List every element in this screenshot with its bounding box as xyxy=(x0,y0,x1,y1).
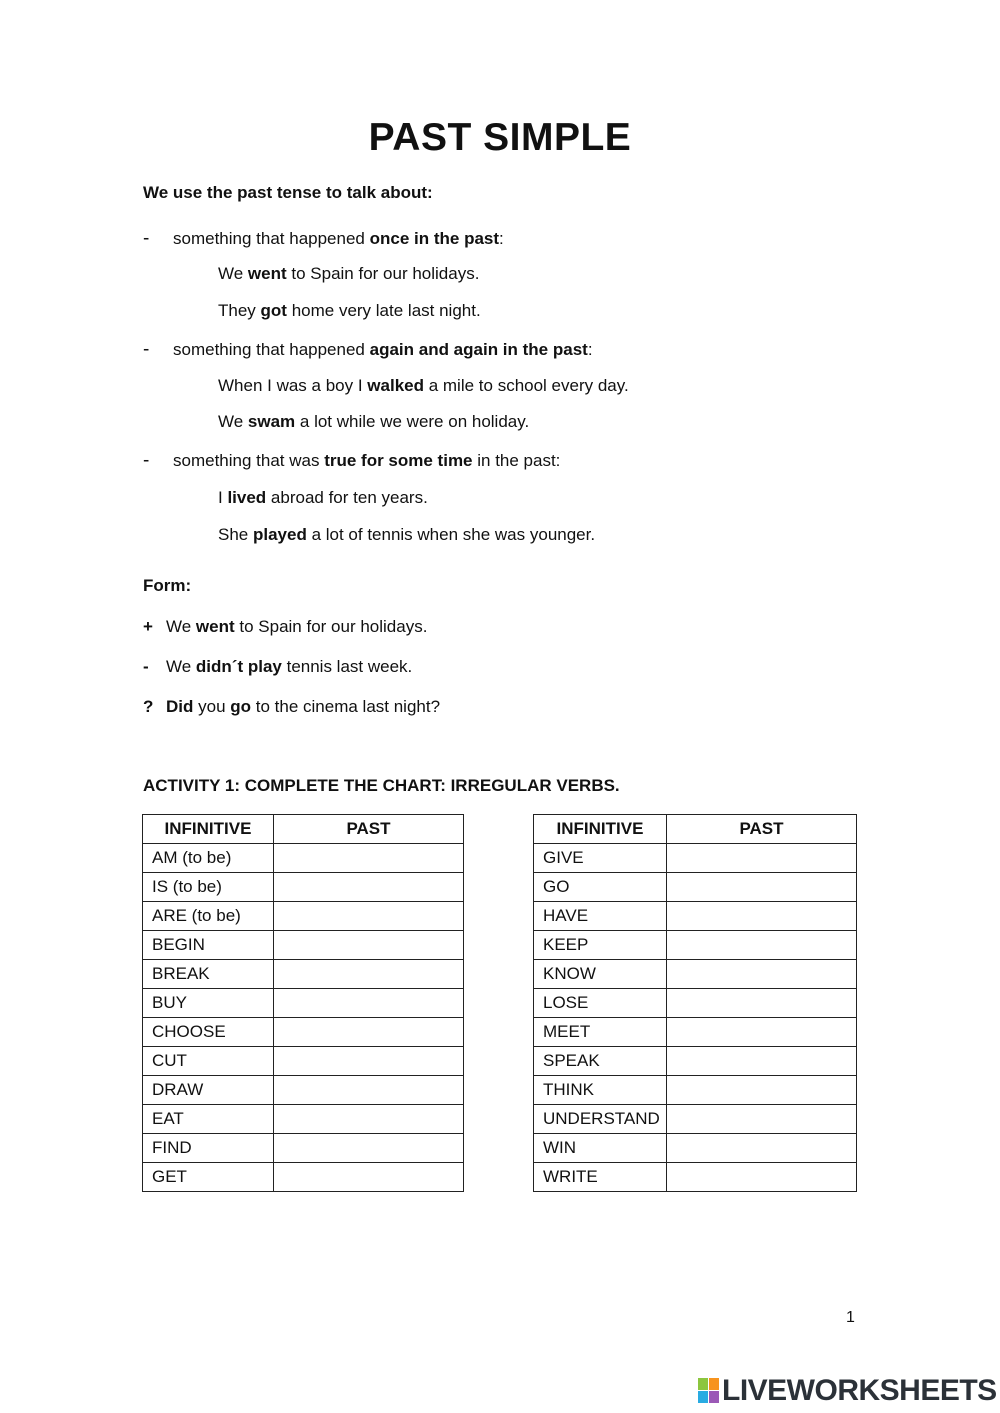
past-answer-cell[interactable] xyxy=(667,873,857,902)
past-answer-cell[interactable] xyxy=(274,844,464,873)
infinitive-cell: CHOOSE xyxy=(143,1018,274,1047)
table-row xyxy=(534,1047,857,1076)
table-row xyxy=(143,844,464,873)
brand-mark-square xyxy=(709,1378,719,1390)
table-row xyxy=(143,1047,464,1076)
form-heading: Form: xyxy=(143,576,192,595)
verb-table-left xyxy=(142,814,464,1192)
infinitive-cell: THINK xyxy=(534,1076,667,1105)
past-answer-cell[interactable] xyxy=(667,1076,857,1105)
infinitive-cell: GIVE xyxy=(534,844,667,873)
infinitive-cell: DRAW xyxy=(143,1076,274,1105)
table-row xyxy=(143,1018,464,1047)
table-row xyxy=(534,931,857,960)
past-answer-cell[interactable] xyxy=(667,1105,857,1134)
table-row xyxy=(534,1134,857,1163)
bullet-dash: - xyxy=(143,339,150,360)
brand-mark-icon xyxy=(698,1378,720,1404)
table-row xyxy=(534,844,857,873)
infinitive-cell: LOSE xyxy=(534,989,667,1018)
infinitive-cell: ARE (to be) xyxy=(143,902,274,931)
infinitive-cell: EAT xyxy=(143,1105,274,1134)
past-answer-cell[interactable] xyxy=(274,931,464,960)
infinitive-cell: SPEAK xyxy=(534,1047,667,1076)
past-answer-cell[interactable] xyxy=(274,1105,464,1134)
table-row xyxy=(143,989,464,1018)
table-row xyxy=(534,1163,857,1192)
infinitive-cell: AM (to be) xyxy=(143,844,274,873)
infinitive-cell: GET xyxy=(143,1163,274,1192)
column-header-past: PAST xyxy=(667,815,857,844)
example-sentence: When I was a boy I walked a mile to school every day. xyxy=(218,376,629,395)
activity-title: ACTIVITY 1: COMPLETE THE CHART: IRREGULAR VERBS. xyxy=(143,776,620,795)
infinitive-cell: FIND xyxy=(143,1134,274,1163)
table-row xyxy=(534,1105,857,1134)
infinitive-cell: HAVE xyxy=(534,902,667,931)
infinitive-cell: BREAK xyxy=(143,960,274,989)
past-answer-cell[interactable] xyxy=(274,1018,464,1047)
infinitive-cell: CUT xyxy=(143,1047,274,1076)
past-answer-cell[interactable] xyxy=(667,902,857,931)
usage-item: - something that happened once in the past: xyxy=(143,228,504,249)
brand-mark-square xyxy=(698,1391,708,1403)
past-answer-cell[interactable] xyxy=(274,1134,464,1163)
bullet-dash: - xyxy=(143,228,150,249)
infinitive-cell: MEET xyxy=(534,1018,667,1047)
past-answer-cell[interactable] xyxy=(274,989,464,1018)
example-sentence: We swam a lot while we were on holiday. xyxy=(218,412,530,431)
form-question: ? Did you go to the cinema last night? xyxy=(143,697,441,716)
table-row xyxy=(534,989,857,1018)
past-answer-cell[interactable] xyxy=(667,1047,857,1076)
infinitive-cell: KEEP xyxy=(534,931,667,960)
past-answer-cell[interactable] xyxy=(274,902,464,931)
infinitive-cell: WIN xyxy=(534,1134,667,1163)
brand-mark-square xyxy=(698,1378,708,1390)
past-answer-cell[interactable] xyxy=(667,1163,857,1192)
form-negative: - We didn´t play tennis last week. xyxy=(143,657,413,676)
example-sentence: They got home very late last night. xyxy=(218,301,481,320)
infinitive-cell: GO xyxy=(534,873,667,902)
example-sentence: I lived abroad for ten years. xyxy=(218,488,428,507)
table-row xyxy=(534,902,857,931)
usage-item: - something that was true for some time in the past: xyxy=(143,450,561,471)
past-answer-cell[interactable] xyxy=(667,960,857,989)
brand-name: LIVEWORKSHEETS xyxy=(722,1374,997,1407)
form-affirmative: + We went to Spain for our holidays. xyxy=(143,617,428,636)
past-answer-cell[interactable] xyxy=(274,1076,464,1105)
verb-table-right xyxy=(533,814,857,1192)
example-sentence: We went to Spain for our holidays. xyxy=(218,264,480,283)
brand-logo[interactable] xyxy=(698,1374,997,1408)
table-row xyxy=(143,1076,464,1105)
page-number: 1 xyxy=(846,1309,855,1326)
column-header-infinitive: INFINITIVE xyxy=(143,815,274,844)
brand-mark-square xyxy=(709,1391,719,1403)
table-row xyxy=(534,873,857,902)
table-row xyxy=(143,960,464,989)
table-row xyxy=(143,931,464,960)
column-header-infinitive: INFINITIVE xyxy=(534,815,667,844)
past-answer-cell[interactable] xyxy=(274,960,464,989)
table-row xyxy=(143,902,464,931)
table-row xyxy=(143,873,464,902)
intro-heading: We use the past tense to talk about: xyxy=(143,183,433,202)
past-answer-cell[interactable] xyxy=(667,1134,857,1163)
usage-item: - something that happened again and again in the past: xyxy=(143,339,593,360)
table-row xyxy=(143,1105,464,1134)
table-row xyxy=(534,1076,857,1105)
infinitive-cell: BUY xyxy=(143,989,274,1018)
infinitive-cell: WRITE xyxy=(534,1163,667,1192)
table-row xyxy=(143,1134,464,1163)
past-answer-cell[interactable] xyxy=(667,989,857,1018)
infinitive-cell: IS (to be) xyxy=(143,873,274,902)
table-row xyxy=(534,1018,857,1047)
bullet-dash: - xyxy=(143,450,150,471)
past-answer-cell[interactable] xyxy=(667,844,857,873)
past-answer-cell[interactable] xyxy=(667,931,857,960)
column-header-past: PAST xyxy=(274,815,464,844)
past-answer-cell[interactable] xyxy=(274,873,464,902)
past-answer-cell[interactable] xyxy=(274,1163,464,1192)
example-sentence: She played a lot of tennis when she was younger. xyxy=(218,525,596,544)
infinitive-cell: KNOW xyxy=(534,960,667,989)
table-row xyxy=(143,1163,464,1192)
past-answer-cell[interactable] xyxy=(274,1047,464,1076)
table-row xyxy=(534,960,857,989)
page-title: PAST SIMPLE xyxy=(368,116,632,159)
infinitive-cell: UNDERSTAND xyxy=(534,1105,667,1134)
past-answer-cell[interactable] xyxy=(667,1018,857,1047)
infinitive-cell: BEGIN xyxy=(143,931,274,960)
